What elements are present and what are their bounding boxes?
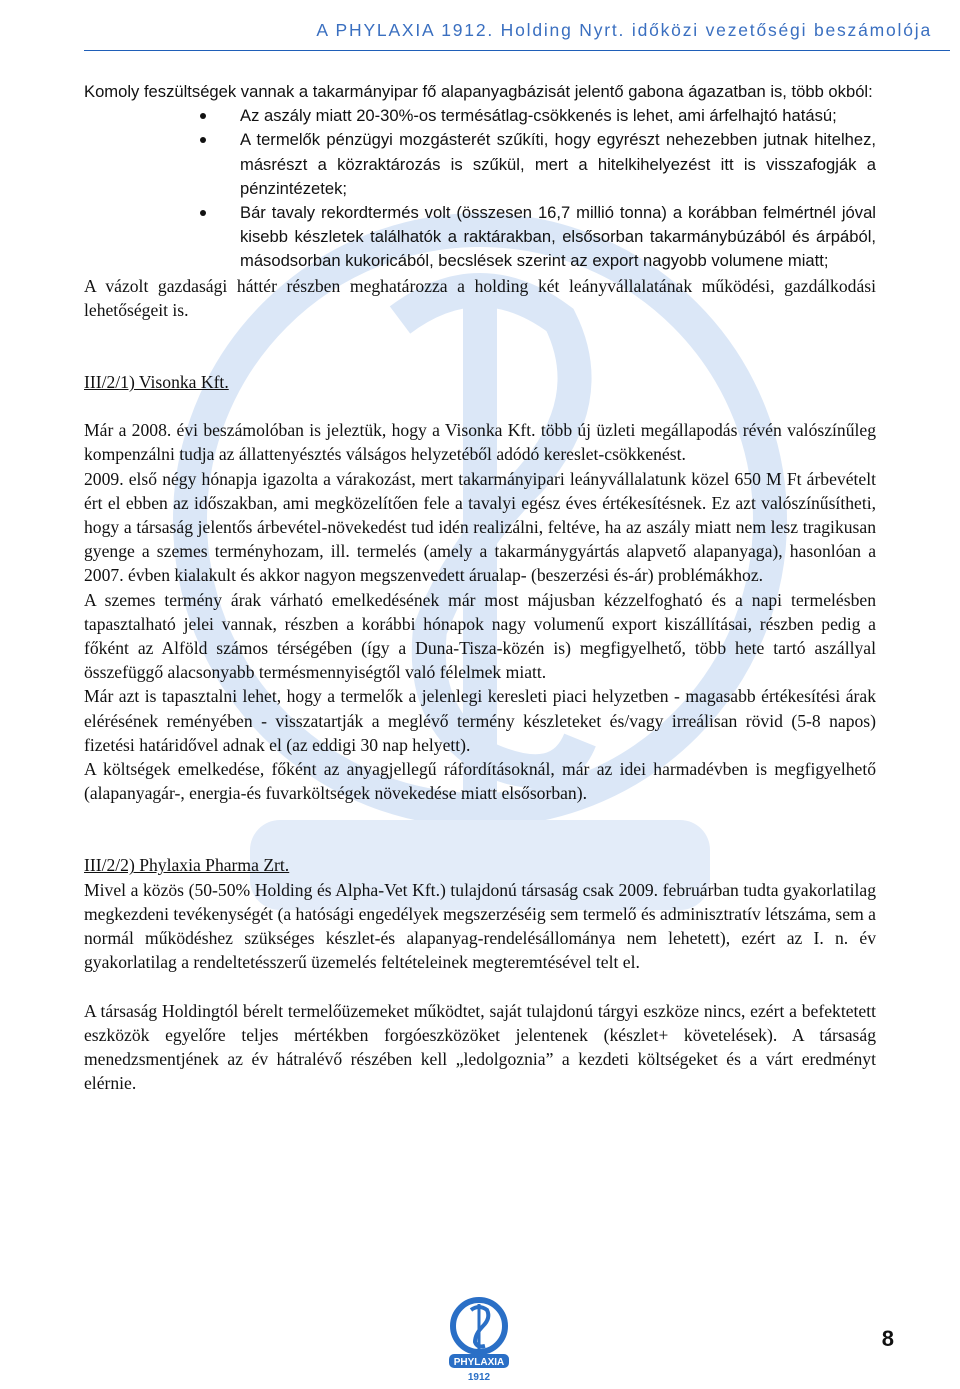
paragraph: A költségek emelkedése, főként az anyagjellegű ráfordításoknál, már az idei harmadévben is megfigyelhető (alapanyagár-, energia-és fuvarköltségek növekedése miatt elsősorban). [84, 759, 876, 804]
paragraph: A társaság Holdingtól bérelt termelőüzemeket működtet, saját tulajdonú tárgyi eszköze nincs, ezért a befektetett eszközök egyelőre teljes mértékben forgóeszközöket jelentenek (készlet+ követelések). A társaság menedzsmentjének az év hátralévő részében kell „ledolgoznia” a kezdeti költségeket és a várt eredményt elérnie. [84, 1000, 876, 1094]
bullet-icon [200, 113, 206, 119]
list-item: Az aszály miatt 20-30%-os termésátlag-csökkenés is lehet, ami árfelhajtó hatású; [240, 104, 876, 128]
summary-paragraph: A vázolt gazdasági háttér részben meghatározza a holding két leányvállalatának működési, gazdálkodási lehetőségeit is. [84, 275, 876, 320]
bullet-icon [200, 137, 206, 143]
section-heading-visonka: III/2/1) Visonka Kft. [84, 372, 229, 393]
paragraph: Már a 2008. évi beszámolóban is jeleztük, hogy a Visonka Kft. több új üzleti megállapodás révén valószínűleg kompenzálni tudja az állattenyésztés válságos helyzetéből adódó kereslet-csökkenést. [84, 420, 876, 465]
paragraph: 2009. első négy hónapja igazolta a várakozást, mert takarmányipari leányvállalatunk közel 650 M Ft árbevételt ért el ebben az időszakban, ami megközelítően fele a tavalyi egész éves értékesítésnek. Ez azt valószínűsítheti, hogy a társaság jelentős árbevétel-növekedést tud idén realizálni, feltéve, ha az aszály miatt nem lesz tragikusan gyenge a szemes terményhozam, ill. termelés (amely a takarmánygyártás alapvető alapanyaga), hasonlóan a 2007. évben kialakult és akkor nagyon megszenvedett árualap- (beszerzési és-ár) problémákhoz. [84, 468, 876, 586]
header-rule [84, 50, 950, 51]
section-heading-pharma: III/2/2) Phylaxia Pharma Zrt. [84, 855, 290, 876]
header-title: A PHYLAXIA 1912. Holding Nyrt. időközi vezetőségi beszámolója [316, 20, 932, 40]
logo-text: PHYLAXIA [453, 1357, 505, 1368]
logo-year: 1912 [467, 1372, 491, 1383]
list-item: Bár tavaly rekordtermés volt (összesen 16,7 millió tonna) a korábban felmértnél jóval kisebb készletek találhatók a raktárakban, elsősorban takarmánybúzából és árpából, másodsorban kukoricából, becslések szerint az export nagyobb volumene miatt; [240, 201, 876, 274]
bullet-icon [200, 210, 206, 216]
bullet-list [84, 104, 876, 273]
paragraph: Mivel a közös (50-50% Holding és Alpha-Vet Kft.) tulajdonú társaság csak 2009. februárban tudta gyakorlatilag megkezdeni tevékenységét (a hatósági engedélyek megszerzéséig sem termelő és adminisztratív létszáma, sem a normál működéshez szükséges készlet-és alapanyag-rendelésállománya nem lehetett), ezért az I. n. év gyakorlatilag a rendeltetésszerű üzemelés feltételeinek megteremtésével telt el. [84, 879, 876, 973]
intro-paragraph: Komoly feszültségek vannak a takarmányipar fő alapanyagbázisát jelentő gabona ágazatban is, több okból: [84, 82, 873, 101]
list-item: A termelők pénzügyi mozgásterét szűkíti, hogy egyrészt nehezebben jutnak hitelhez, másrészt a közraktározás is szűkül, mert a hitelkihelyezést itt is visszafogják a pénzintézetek; [240, 128, 876, 201]
page-number: 8 [881, 1326, 894, 1351]
paragraph: Már azt is tapasztalni lehet, hogy a termelők a jelenlegi keresleti piaci helyzetben - magasabb értékesítési árak elérésének reményében - visszatartják a meglévő termény készleteket és/vagy irreálisan rövid (5-8 napos) fizetési határidővel adnak el (az eddigi 30 nap helyett). [84, 686, 876, 755]
document-body [84, 80, 876, 1095]
paragraph: A szemes termény árak várható emelkedésének már most májusban kézzelfogható és a napi termelésben tapasztalható jelei vannak, részben a korábbi hónapok nagy volumenű export kiszállításai, részben pedig a főként az Alföld számos térségében (így a Duna-Tisza-közén is) megfigyelhető, több hete tartó aszállyal összefüggő alacsonyabb termésmennyiségtől való félelmek miatt. [84, 589, 876, 683]
phylaxia-logo-icon [447, 1296, 511, 1386]
